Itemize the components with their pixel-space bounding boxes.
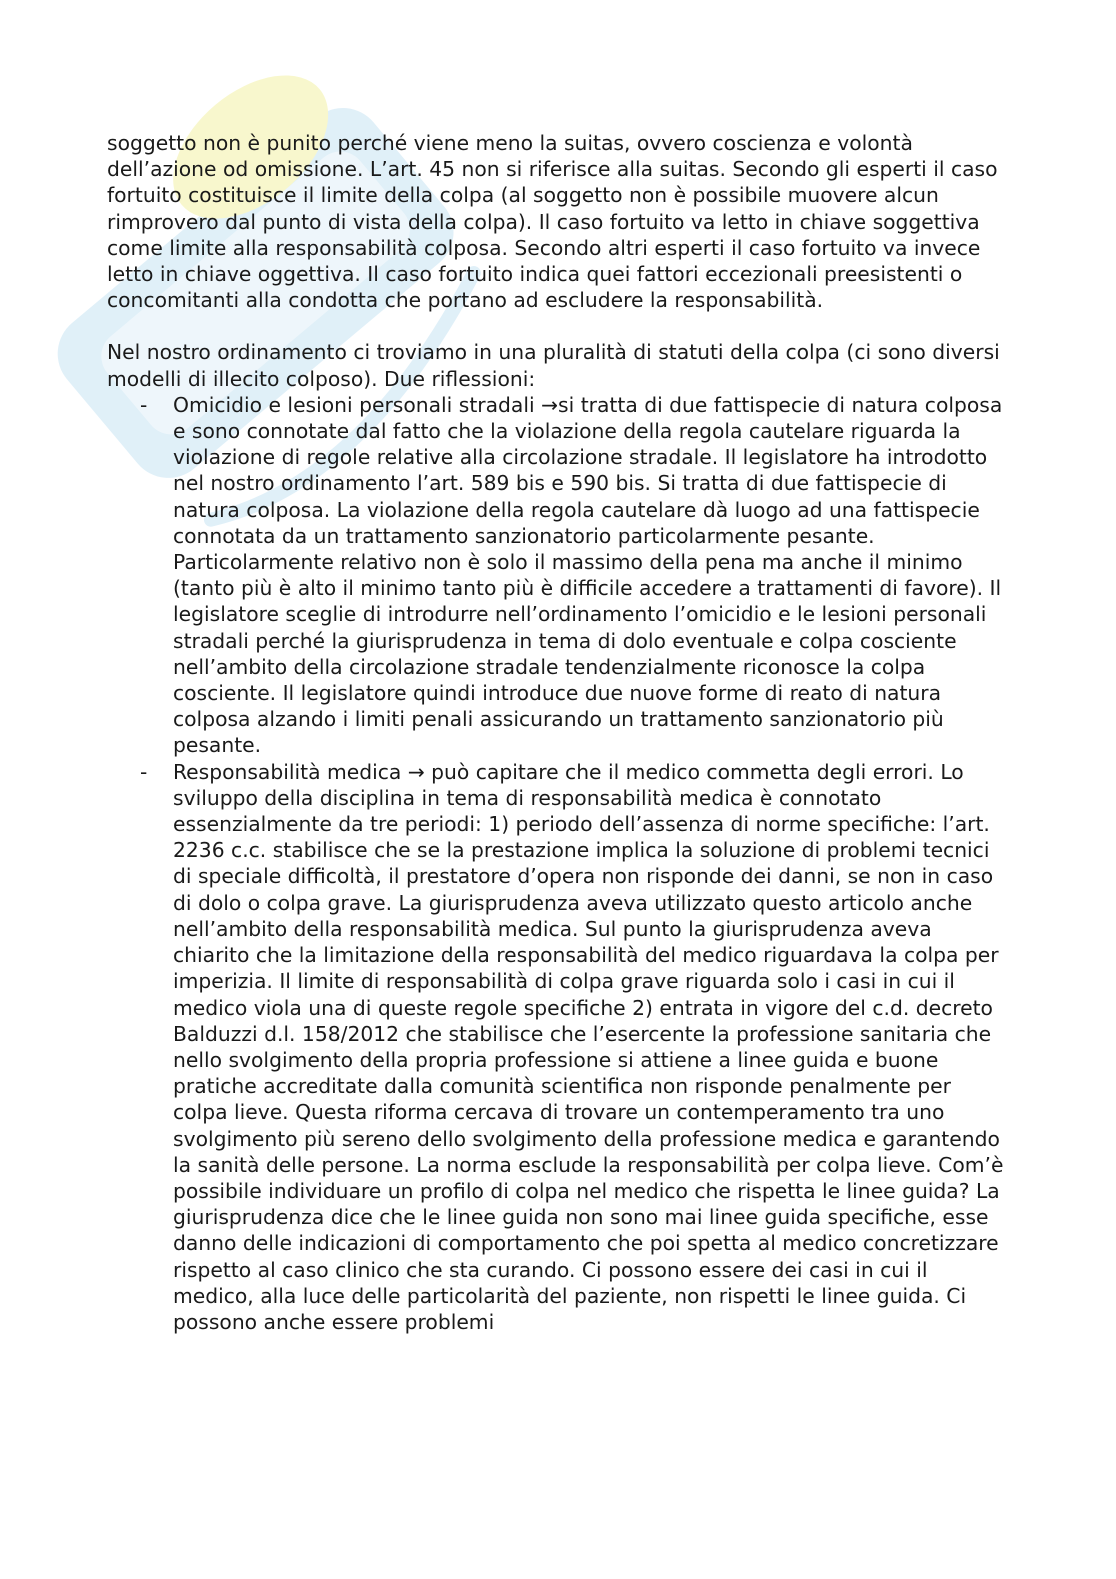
bullet-marker: - <box>140 392 148 417</box>
bullet-text: Omicidio e lesioni personali stradali →si tratta di due fattispecie di natura colposa e sono connotate dal fatto che la violazione della regola cautelare riguarda la violazione di regole relative alla circolazione stradale. Il legislatore ha introdotto nel nostro ordinamento l’art. 589 bis e 590 bis. Si tratta di due fattispecie di natura colposa. La violazione della regola cautelare dà luogo ad una fattispecie connotata da un trattamento sanzionatorio particolarmente pesante. Particolarmente relativo non è solo il massimo della pena ma anche il minimo (tanto più è alto il minimo tanto più è difficile accedere a trattamenti di favore). Il legislatore sceglie di introdurre nell’ordinamento l’omicidio e le lesioni personali stradali perché la giurisprudenza in tema di dolo eventuale e colpa cosciente nell’ambito della circolazione stradale tendenzialmente riconosce la colpa cosciente. Il legislatore quindi introduce due nuove forme di reato di natura colposa alzando i limiti penali assicurando un trattamento sanzionatorio più pesante. <box>173 392 1003 758</box>
bullet-item-responsabilita-medica <box>107 759 1007 1335</box>
bullet-list <box>107 392 1007 1335</box>
paragraph-statuti-colpa: Nel nostro ordinamento ci troviamo in una pluralità di statuti della colpa (ci sono diversi modelli di illecito colposo). Due riflessioni: <box>107 340 1000 391</box>
bullet-marker: - <box>140 759 148 784</box>
document-page <box>107 130 1007 1335</box>
bullet-text: Responsabilità medica → può capitare che il medico commetta degli errori. Lo sviluppo della disciplina in tema di responsabilità medica è connotato essenzialmente da tre periodi: 1) periodo dell’assenza di norme specifiche: l’art. 2236 c.c. stabilisce che se la prestazione implica la soluzione di problemi tecnici di speciale difficoltà, il prestatore d’opera non risponde dei danni, se non in caso di dolo o colpa grave. La giurisprudenza aveva utilizzato questo articolo anche nell’ambito della responsabilità medica. Sul punto la giurisprudenza aveva chiarito che la limitazione della responsabilità del medico riguardava la colpa per imperizia. Il limite di responsabilità di colpa grave riguarda solo i casi in cui il medico viola una di queste regole specifiche 2) entrata in vigore del c.d. decreto Balduzzi d.l. 158/2012 che stabilisce che l’esercente la professione sanitaria che nello svolgimento della propria professione si attiene a linee guida e buone pratiche accreditate dalla comunità scientifica non risponde penalmente per colpa lieve. Questa riforma cercava di trovare un contemperamento tra uno svolgimento più sereno dello svolgimento della professione medica e garantendo la sanità delle persone. La norma esclude la responsabilità per colpa lieve. Com’è possibile individuare un profilo di colpa nel medico che rispetta le linee guida? La giurisprudenza dice che le linee guida non sono mai linee guida specifiche, esse danno delle indicazioni di comportamento che poi spetta al medico concretizzare rispetto al caso clinico che sta curando. Ci possono essere dei casi in cui il medico, alla luce delle particolarità del paziente, non rispetti le linee guida. Ci possono anche essere problemi <box>173 759 1004 1334</box>
paragraph-caso-fortuito: soggetto non è punito perché viene meno la suitas, ovvero coscienza e volontà dell’azione od omissione. L’art. 45 non si riferisce alla suitas. Secondo gli esperti il caso fortuito costituisce il limite della colpa (al soggetto non è possibile muovere alcun rimprovero dal punto di vista della colpa). Il caso fortuito va letto in chiave soggettiva come limite alla responsabilità colposa. Secondo altri esperti il caso fortuito va invece letto in chiave oggettiva. Il caso fortuito indica quei fattori eccezionali preesistenti o concomitanti alla condotta che portano ad escludere la responsabilità. <box>107 131 998 313</box>
bullet-item-omicidio-stradale <box>107 392 1007 759</box>
